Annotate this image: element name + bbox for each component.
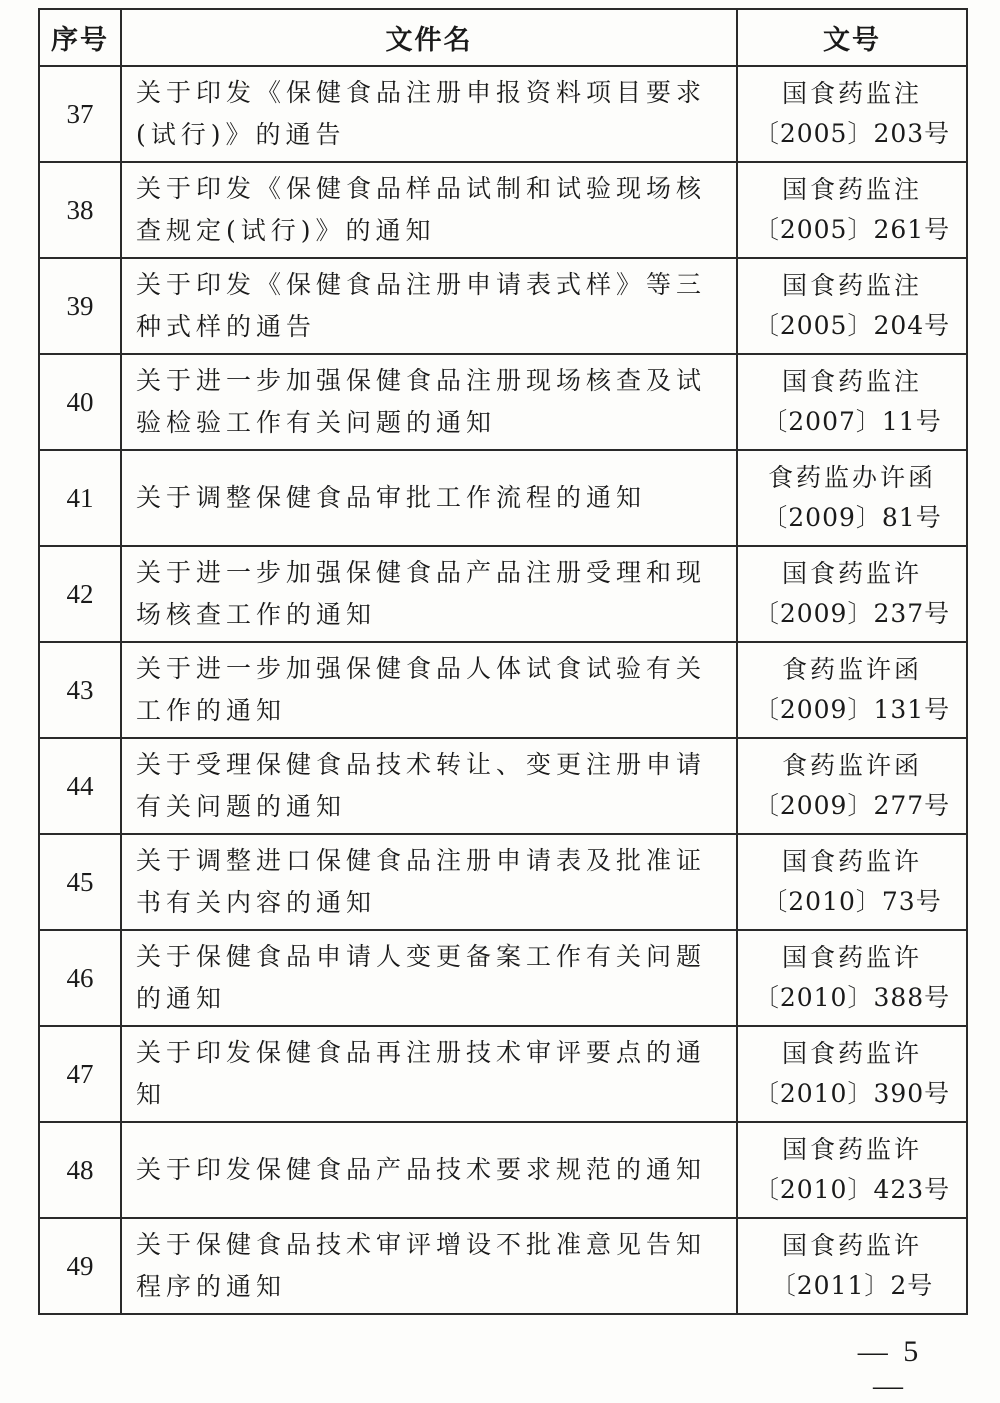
row-seq: 40 — [39, 354, 121, 450]
row-doc-no — [737, 258, 967, 354]
row-seq: 42 — [39, 546, 121, 642]
row-file-name: 关于印发保健食品再注册技术审评要点的通知 — [121, 1026, 737, 1122]
doc-no-issuer: 食药监许函 — [781, 751, 922, 780]
doc-no-issuer: 国食药监许 — [781, 559, 922, 588]
row-doc-no — [737, 546, 967, 642]
row-file-name: 关于印发《保健食品注册申报资料项目要求(试行)》的通告 — [121, 66, 737, 162]
table-row — [39, 450, 967, 546]
table-row — [39, 1218, 967, 1314]
doc-no-number: 〔2009〕131号 — [753, 695, 951, 724]
row-file-name: 关于保健食品申请人变更备案工作有关问题的通知 — [121, 930, 737, 1026]
header-name: 文件名 — [121, 9, 737, 66]
table-row — [39, 834, 967, 930]
table-row — [39, 66, 967, 162]
doc-no-issuer: 食药监办许函 — [767, 463, 936, 492]
doc-no-number: 〔2010〕390号 — [753, 1079, 951, 1108]
row-seq: 49 — [39, 1218, 121, 1314]
doc-no-number: 〔2009〕237号 — [753, 599, 951, 628]
row-file-name: 关于进一步加强保健食品产品注册受理和现场核查工作的通知 — [121, 546, 737, 642]
doc-no-number: 〔2007〕11号 — [762, 407, 942, 436]
table-row — [39, 354, 967, 450]
row-seq: 37 — [39, 66, 121, 162]
doc-no-number: 〔2005〕261号 — [753, 215, 951, 244]
row-seq: 43 — [39, 642, 121, 738]
table-row — [39, 930, 967, 1026]
row-file-name: 关于保健食品技术审评增设不批准意见告知程序的通知 — [121, 1218, 737, 1314]
doc-no-number: 〔2005〕204号 — [753, 311, 951, 340]
row-seq: 38 — [39, 162, 121, 258]
row-file-name: 关于印发《保健食品注册申请表式样》等三种式样的通告 — [121, 258, 737, 354]
row-seq: 45 — [39, 834, 121, 930]
doc-no-issuer: 国食药监注 — [781, 367, 922, 396]
row-doc-no — [737, 834, 967, 930]
table-row — [39, 738, 967, 834]
doc-no-number: 〔2009〕277号 — [753, 791, 951, 820]
row-doc-no — [737, 1122, 967, 1218]
table-row — [39, 162, 967, 258]
doc-no-issuer: 食药监许函 — [781, 655, 922, 684]
doc-no-issuer: 国食药监许 — [781, 1039, 922, 1068]
row-doc-no — [737, 450, 967, 546]
row-seq: 47 — [39, 1026, 121, 1122]
doc-no-issuer: 国食药监许 — [781, 1231, 922, 1260]
row-seq: 41 — [39, 450, 121, 546]
row-file-name: 关于印发保健食品产品技术要求规范的通知 — [121, 1122, 737, 1218]
table-row — [39, 1122, 967, 1218]
row-doc-no — [737, 738, 967, 834]
header-seq: 序号 — [39, 9, 121, 66]
doc-no-number: 〔2010〕73号 — [762, 887, 942, 916]
doc-no-issuer: 国食药监许 — [781, 1135, 922, 1164]
doc-no-issuer: 国食药监许 — [781, 943, 922, 972]
doc-no-number: 〔2010〕388号 — [753, 983, 951, 1012]
doc-no-number: 〔2010〕423号 — [753, 1175, 951, 1204]
doc-no-issuer: 国食药监注 — [781, 175, 922, 204]
row-file-name: 关于调整进口保健食品注册申请表及批准证书有关内容的通知 — [121, 834, 737, 930]
header-row — [39, 9, 967, 66]
row-doc-no — [737, 162, 967, 258]
row-doc-no — [737, 354, 967, 450]
table-row — [39, 546, 967, 642]
table-row — [39, 1026, 967, 1122]
row-file-name: 关于调整保健食品审批工作流程的通知 — [121, 450, 737, 546]
row-file-name: 关于印发《保健食品样品试制和试验现场核查规定(试行)》的通知 — [121, 162, 737, 258]
doc-no-issuer: 国食药监许 — [781, 847, 922, 876]
document-table — [38, 8, 968, 1315]
row-doc-no — [737, 66, 967, 162]
page-number: — 5 — — [857, 1335, 923, 1402]
doc-no-number: 〔2011〕2号 — [770, 1271, 934, 1300]
row-doc-no — [737, 1026, 967, 1122]
doc-no-number: 〔2009〕81号 — [762, 503, 942, 532]
row-seq: 48 — [39, 1122, 121, 1218]
header-doc-no: 文号 — [737, 9, 967, 66]
table-header — [39, 9, 967, 66]
row-seq: 44 — [39, 738, 121, 834]
row-file-name: 关于进一步加强保健食品注册现场核查及试验检验工作有关问题的通知 — [121, 354, 737, 450]
row-seq: 39 — [39, 258, 121, 354]
row-doc-no — [737, 1218, 967, 1314]
row-file-name: 关于进一步加强保健食品人体试食试验有关工作的通知 — [121, 642, 737, 738]
table-body — [39, 66, 967, 1314]
row-seq: 46 — [39, 930, 121, 1026]
table-row — [39, 642, 967, 738]
doc-no-number: 〔2005〕203号 — [753, 119, 951, 148]
table-row — [39, 258, 967, 354]
row-doc-no — [737, 642, 967, 738]
row-file-name: 关于受理保健食品技术转让、变更注册申请有关问题的通知 — [121, 738, 737, 834]
doc-no-issuer: 国食药监注 — [781, 79, 922, 108]
doc-no-issuer: 国食药监注 — [781, 271, 922, 300]
row-doc-no — [737, 930, 967, 1026]
